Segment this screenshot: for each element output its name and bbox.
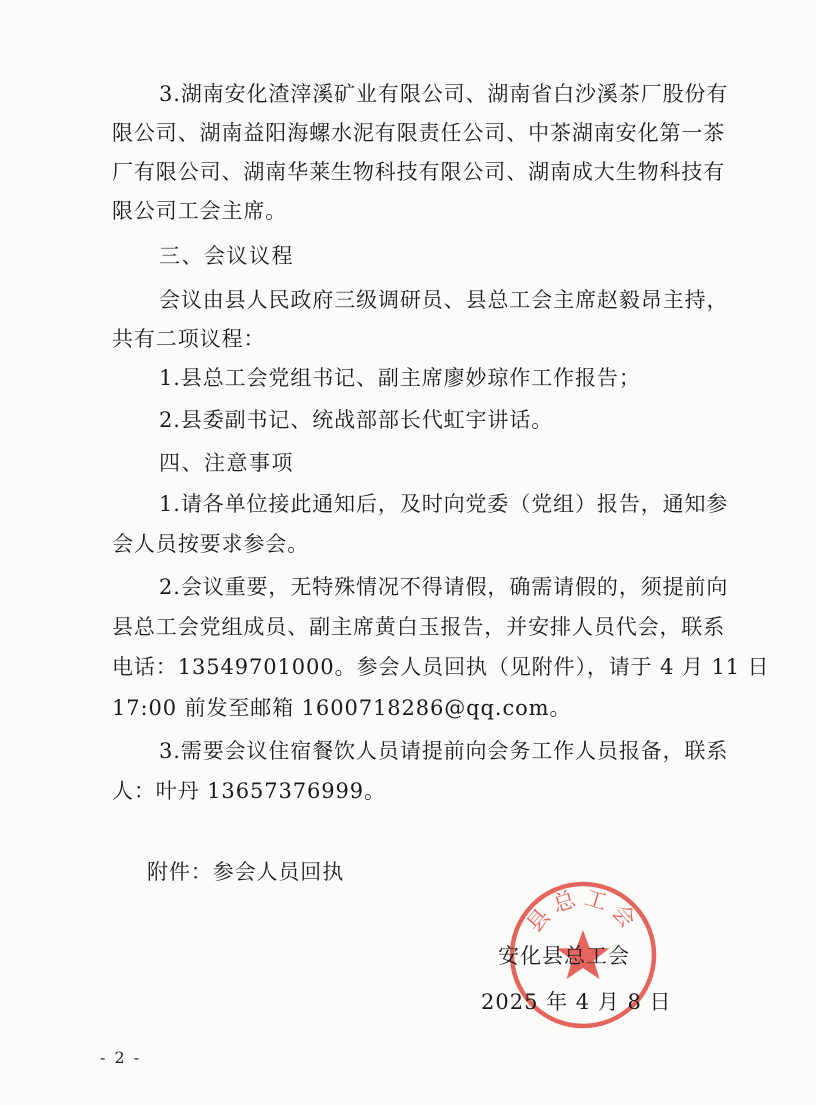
text-line: 2.会议重要，无特殊情况不得请假，确需请假的，须提前向 (159, 575, 729, 599)
seal-text-path: 县总工会 (522, 885, 644, 938)
section-heading: 三、会议议程 (159, 244, 294, 268)
text-line: 电话：13549701000。参会人员回执（见附件），请于 4 月 11 日 (112, 655, 770, 679)
text-line: 共有二项议程： (112, 327, 266, 351)
agenda-item: 1.县总工会党组书记、副主席廖妙琼作工作报告； (159, 366, 641, 390)
seal-text (522, 886, 643, 938)
agenda-item: 2.县委副书记、统战部部长代虹宇讲话。 (159, 408, 554, 432)
signature-org: 安化县总工会 (498, 944, 630, 968)
text-line: 人：叶丹 13657376999。 (112, 779, 386, 803)
attachment-note: 附件：参会人员回执 (147, 860, 345, 884)
text-line: 1.请各单位接此通知后，及时向党委（党组）报告，通知参 (159, 492, 729, 516)
page-number: - 2 - (100, 1048, 142, 1067)
signature-date: 2025 年 4 月 8 日 (481, 990, 672, 1014)
text-line: 会人员按要求参会。 (112, 532, 310, 556)
text-line: 厂有限公司、湖南华莱生物科技有限公司、湖南成大生物科技有 (112, 160, 726, 184)
text-line: 限公司工会主席。 (112, 199, 288, 223)
text-line: 限公司、湖南益阳海螺水泥有限责任公司、中茶湖南安化第一茶 (112, 121, 726, 145)
text-line: 会议由县人民政府三级调研员、县总工会主席赵毅昂主持， (159, 288, 729, 312)
text-line: 3.湖南安化渣滓溪矿业有限公司、湖南省白沙溪茶厂股份有 (159, 82, 729, 106)
text-line: 17:00 前发至邮箱 1600718286@qq.com。 (112, 696, 572, 720)
text-line: 县总工会党组成员、副主席黄白玉报告，并安排人员代会，联系 (112, 615, 726, 639)
section-heading: 四、注意事项 (159, 451, 294, 475)
text-line: 3.需要会议住宿餐饮人员请提前向会务工作人员报备，联系 (159, 739, 729, 763)
